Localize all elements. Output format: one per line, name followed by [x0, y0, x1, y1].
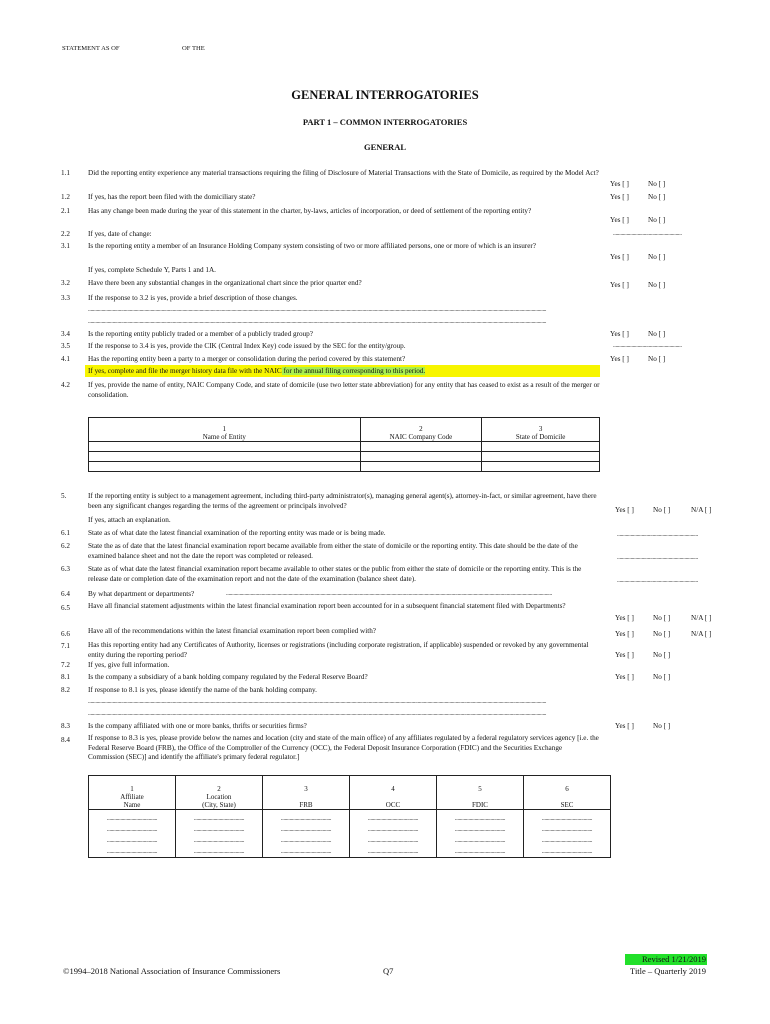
question-text: Has this reporting entity had any Certificates of Authority, licenses or registrations (including corporate registration, if applicable) suspended or revoked by any governmental entity during the reporting period? — [88, 641, 589, 659]
column-label: OCC — [385, 801, 401, 809]
merger-note-highlight: for the annual filing corresponding to this period. — [281, 367, 426, 375]
merger-history-note — [88, 367, 600, 377]
column-header — [350, 776, 437, 810]
yes-option[interactable]: Yes [ ] — [610, 216, 629, 224]
column-number: 1 — [130, 785, 134, 793]
question-number: 7.2 — [61, 661, 70, 669]
column-header — [89, 418, 361, 442]
table-row[interactable] — [89, 442, 600, 452]
question-number: 4.1 — [61, 355, 70, 363]
no-option[interactable]: No [ ] — [648, 355, 666, 363]
answer-line[interactable]: ...................................................................................................................................................................................................................................................................................................................................................................................... — [88, 710, 547, 717]
question-text: State as of what date the latest financial examination report became available to other states or the public from either the state of domicile or the reporting entity. This is the release date or completion date of the examination report and not the date of the examination (balance sheet date). — [88, 565, 582, 583]
no-option[interactable]: No [ ] — [653, 722, 671, 730]
yes-option[interactable]: Yes [ ] — [610, 281, 629, 289]
question-text: If yes, has the report been filed with the domiciliary state? — [88, 193, 256, 201]
affiliate-table — [88, 775, 611, 858]
question-text: If yes, provide the name of entity, NAIC Company Code, and state of domicile (use two letter state abbreviation) for any entity that has ceased to exist as a result of the merger or consolidation. — [88, 381, 600, 399]
column-label: State of Domicile — [515, 433, 566, 441]
question-text: Is the reporting entity publicly traded or a member of a publicly traded group? — [88, 330, 313, 338]
question-number: 2.2 — [61, 230, 70, 238]
column-number: 4 — [391, 785, 395, 793]
no-option[interactable]: No [ ] — [648, 216, 666, 224]
question-number: 3.2 — [61, 279, 70, 287]
question-text: Have all financial statement adjustments within the latest financial examination report been accounted for in a subsequent financial statement filed with Departments? — [88, 602, 566, 610]
column-header — [176, 776, 263, 810]
column-label: Name — [123, 801, 141, 809]
column-header — [89, 776, 176, 810]
question-text: If yes, complete Schedule Y, Parts 1 and 1A. — [88, 266, 216, 274]
question-number: 8.2 — [61, 686, 70, 694]
column-label: Affiliate — [120, 793, 144, 801]
yes-option[interactable]: Yes [ ] — [615, 722, 634, 730]
date-field[interactable]: ........................................................ — [613, 230, 682, 237]
question-number: 7.1 — [61, 642, 70, 650]
table-cell[interactable]: ......................................... ......................................... ......................................... ......................................... — [263, 810, 350, 858]
question-number: 4.2 — [61, 381, 70, 389]
question-number: 6.2 — [61, 542, 70, 550]
merger-note-text: If yes, complete and file the merger history data file with the NAIC — [88, 367, 282, 375]
yes-option[interactable]: Yes [ ] — [615, 630, 634, 638]
question-text: If yes, date of change: — [88, 230, 152, 238]
question-text: If the reporting entity is subject to a management agreement, including third-party administrator(s), managing general agent(s), attorney-in-fact, or similar agreement, have there been any significant changes regarding the terms of the agreement or principals involved? — [88, 492, 597, 510]
column-number: 2 — [419, 425, 423, 433]
no-option[interactable]: No [ ] — [653, 651, 671, 659]
page-number: Q7 — [383, 966, 394, 976]
answer-line[interactable]: ...................................................................................................................................................................................................................................................................................................................................................................................... — [88, 318, 547, 325]
question-number: 5. — [61, 492, 67, 500]
question-number: 3.3 — [61, 294, 70, 302]
question-text: If response to 8.3 is yes, please provide below the names and location (city and state of the main office) of any affiliates regulated by a federal regulatory services agency [i.e. the Federal Reserve Board (FRB), the Office of the Comptroller of the Currency (OCC), the Federal Deposit Insurance Corporation (FDIC) and the Securities Exchange Commission (SEC)] and identify the affiliate's primary federal regulator.] — [88, 734, 599, 761]
statement-as-of-label: STATEMENT AS OF — [62, 45, 120, 52]
question-number: 3.5 — [61, 342, 70, 350]
question-number: 6.6 — [61, 630, 70, 638]
no-option[interactable]: No [ ] — [653, 614, 671, 622]
column-number: 3 — [538, 425, 543, 433]
column-number: 1 — [222, 425, 227, 433]
table-header-row — [89, 776, 611, 810]
question-number: 6.5 — [61, 604, 70, 612]
column-label: NAIC Company Code — [389, 433, 453, 441]
question-number: 2.1 — [61, 207, 70, 215]
na-option[interactable]: N/A [ ] — [691, 506, 712, 514]
column-label: SEC — [560, 801, 574, 809]
question-text: State the as of date that the latest financial examination report became available from either the state of domicile or the reporting entity. This date should be the date of the examined balance sheet and not the date the report was completed or released. — [88, 542, 578, 560]
table-row[interactable] — [89, 462, 600, 472]
na-option[interactable]: N/A [ ] — [691, 614, 712, 622]
question-text: If yes, give full information. — [88, 661, 170, 669]
question-number: 1.1 — [61, 169, 70, 177]
question-number: 8.3 — [61, 722, 70, 730]
question-text: Has any change been made during the year of this statement in the charter, by-laws, articles of incorporation, or deed of settlement of the reporting entity? — [88, 207, 532, 215]
table-cell[interactable]: ......................................... ......................................... ......................................... ......................................... — [524, 810, 611, 858]
no-option[interactable]: No [ ] — [653, 673, 671, 681]
column-label: Location — [206, 793, 232, 801]
column-header — [524, 776, 611, 810]
question-number: 8.4 — [61, 736, 70, 744]
column-header — [263, 776, 350, 810]
question-text: By what department or departments? — [88, 590, 195, 598]
cik-field[interactable]: ........................................................ — [613, 342, 682, 349]
column-number: 3 — [304, 785, 308, 793]
question-number: 3.1 — [61, 242, 70, 250]
of-the-label: OF THE — [182, 45, 205, 52]
part-title: PART 1 – COMMON INTERROGATORIES — [302, 117, 468, 127]
na-option[interactable]: N/A [ ] — [691, 630, 712, 638]
question-text: If response to 8.1 is yes, please identify the name of the bank holding company. — [88, 686, 317, 694]
column-header — [437, 776, 524, 810]
no-option[interactable]: No [ ] — [648, 253, 666, 261]
yes-option[interactable]: Yes [ ] — [610, 330, 629, 338]
page-title: GENERAL INTERROGATORIES — [291, 88, 479, 102]
answer-line[interactable]: ...................................................................................................................................................................................................................................................................................................................................................................................... — [88, 306, 547, 313]
table-cell[interactable]: ......................................... ......................................... ......................................... ......................................... — [176, 810, 263, 858]
date-field[interactable]: .................................................................. — [617, 554, 698, 561]
column-number: 2 — [217, 785, 221, 793]
column-header — [360, 418, 482, 442]
revised-date: Revised 1/21/2019 — [642, 954, 706, 964]
question-number: 6.4 — [61, 590, 70, 598]
question-text: If yes, attach an explanation. — [88, 516, 171, 524]
merger-table — [88, 417, 600, 472]
question-text: Have all of the recommendations within the latest financial examination report been complied with? — [88, 627, 377, 635]
no-option[interactable]: No [ ] — [653, 630, 671, 638]
date-field[interactable]: .................................................................. — [617, 531, 698, 538]
question-number: 6.1 — [61, 529, 70, 537]
no-option[interactable]: No [ ] — [648, 180, 666, 188]
column-label: FRB — [299, 801, 313, 809]
question-text: Is the company affiliated with one or more banks, thrifts or securities firms? — [88, 722, 307, 730]
no-option[interactable]: No [ ] — [648, 193, 666, 201]
question-text: State as of what date the latest financial examination of the reporting entity was made or is being made. — [88, 529, 386, 537]
question-text: Has the reporting entity been a party to a merger or consolidation during the period covered by this statement? — [88, 355, 406, 363]
table-cell[interactable]: ......................................... ......................................... ......................................... ......................................... — [350, 810, 437, 858]
column-label: (City, State) — [202, 801, 236, 809]
question-text: If the response to 3.2 is yes, provide a brief description of those changes. — [88, 294, 298, 302]
yes-option[interactable]: Yes [ ] — [610, 193, 629, 201]
no-option[interactable]: No [ ] — [653, 506, 671, 514]
yes-option[interactable]: Yes [ ] — [610, 253, 629, 261]
table-cell[interactable]: ......................................... ......................................... ......................................... ......................................... — [89, 810, 176, 858]
answer-line[interactable]: ...................................................................................................................................................................................................................................................................................................................................................................................... — [88, 698, 547, 705]
no-option[interactable]: No [ ] — [648, 281, 666, 289]
column-label: Name of Entity — [202, 433, 246, 441]
question-number: 3.4 — [61, 330, 70, 338]
footer-title: Title – Quarterly 2019 — [630, 966, 706, 976]
question-text: Have there been any substantial changes in the organizational chart since the prior quarter end? — [88, 279, 362, 287]
column-header — [482, 418, 600, 442]
question-text: Did the reporting entity experience any material transactions requiring the filing of Disclosure of Material Transactions with the State of Domicile, as required by the Model Act? — [88, 169, 599, 177]
yes-option[interactable]: Yes [ ] — [610, 355, 629, 363]
question-number: 1.2 — [61, 193, 70, 201]
table-header-row — [89, 418, 600, 442]
yes-option[interactable]: Yes [ ] — [615, 651, 634, 659]
answer-line[interactable]: .......................................................................................................................................................................................................................................................................... — [226, 590, 552, 597]
table-cell[interactable]: ......................................... ......................................... ......................................... ......................................... — [437, 810, 524, 858]
question-text: If the response to 3.4 is yes, provide the CIK (Central Index Key) code issued by the SEC for the entity/group. — [88, 342, 406, 350]
question-number: 6.3 — [61, 565, 70, 573]
yes-option[interactable]: Yes [ ] — [615, 673, 634, 681]
section-title: GENERAL — [363, 142, 407, 152]
date-field[interactable]: .................................................................. — [617, 577, 698, 584]
table-row[interactable] — [89, 810, 611, 858]
question-text: Is the reporting entity a member of an Insurance Holding Company system consisting of two or more affiliated persons, one or more of which is an insurer? — [88, 242, 536, 250]
yes-option[interactable]: Yes [ ] — [610, 180, 629, 188]
column-number: 6 — [565, 785, 569, 793]
column-label: FDIC — [472, 801, 488, 809]
column-number: 5 — [478, 785, 482, 793]
no-option[interactable]: No [ ] — [648, 330, 666, 338]
yes-option[interactable]: Yes [ ] — [615, 614, 634, 622]
question-number: 8.1 — [61, 673, 70, 681]
copyright: ©1994–2018 National Association of Insurance Commissioners — [63, 966, 281, 976]
question-text: Is the company a subsidiary of a bank holding company regulated by the Federal Reserve Board? — [88, 673, 368, 681]
table-row[interactable] — [89, 452, 600, 462]
yes-option[interactable]: Yes [ ] — [615, 506, 634, 514]
